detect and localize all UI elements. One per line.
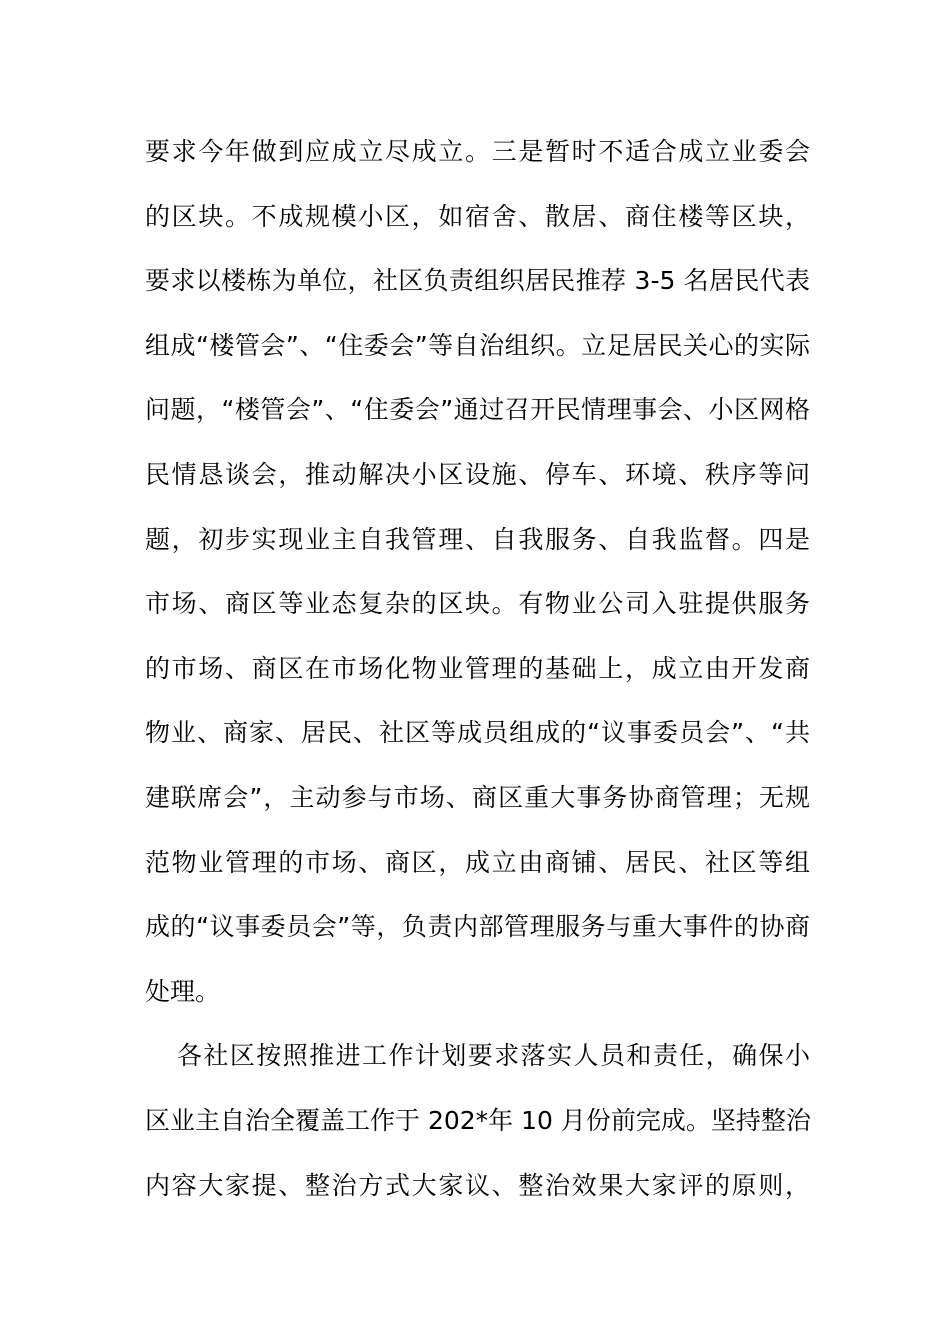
text-line: 民情恳谈会，推动解决小区设施、停车、环境、秩序等问: [145, 459, 810, 489]
paragraph-end-line: 处理。: [145, 976, 221, 1006]
text-line: 的市场、商区在市场化物业管理的基础上，成立由开发商: [145, 653, 810, 683]
text-line: 成的“议事委员会”等，负责内部管理服务与重大事件的协商: [145, 912, 810, 942]
text-line: 建联席会”，主动参与市场、商区重大事务协商管理；无规: [145, 782, 810, 812]
document-body: [145, 120, 810, 1218]
text-line: 区业主自治全覆盖工作于 202*年 10 月份前完成。坚持整治: [145, 1105, 811, 1135]
paragraph-start-line: 各社区按照推进工作计划要求落实人员和责任，确保小: [177, 1041, 810, 1071]
text-line: 内容大家提、整治方式大家议、整治效果大家评的原则，: [145, 1170, 810, 1200]
text-line: 的区块。不成规模小区，如宿舍、散居、商住楼等区块，: [145, 201, 810, 231]
text-line: 要求今年做到应成立尽成立。三是暂时不适合成立业委会: [145, 137, 810, 166]
text-line: 题，初步实现业主自我管理、自我服务、自我监督。四是: [145, 524, 810, 554]
text-line: 范物业管理的市场、商区，成立由商铺、居民、社区等组: [145, 847, 810, 877]
text-line: 物业、商家、居民、社区等成员组成的“议事委员会”、“共: [145, 718, 810, 748]
text-line: 问题，“楼管会”、“住委会”通过召开民情理事会、小区网格: [145, 395, 810, 425]
text-line: 市场、商区等业态复杂的区块。有物业公司入驻提供服务: [145, 589, 810, 619]
text-line: 要求以楼栋为单位，社区负责组织居民推荐 3-5 名居民代表: [145, 266, 810, 296]
text-line: 组成“楼管会”、“住委会”等自治组织。立足居民关心的实际: [145, 330, 810, 360]
